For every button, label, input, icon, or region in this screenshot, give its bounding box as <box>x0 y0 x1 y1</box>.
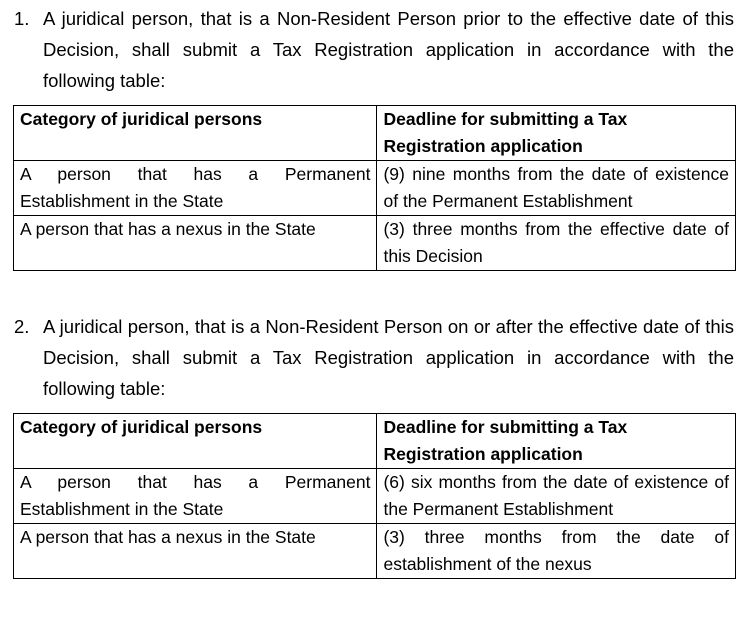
cell-category: A person that has a nexus in the State <box>14 216 377 271</box>
paragraph-number: 1. <box>14 8 30 29</box>
paragraph-2 <box>14 311 734 404</box>
cell-category: A person that has a nexus in the State <box>14 524 377 579</box>
cell-category: A person that has a Permanent Establishment in the State <box>14 469 377 524</box>
cell-deadline: (3) three months from the effective date of this Decision <box>377 216 736 271</box>
table-header-row <box>14 106 736 161</box>
registration-table-2 <box>13 413 736 579</box>
cell-category: A person that has a Permanent Establishment in the State <box>14 161 377 216</box>
header-deadline: Deadline for submitting a Tax Registration application <box>377 414 736 469</box>
header-category: Category of juridical persons <box>14 106 377 161</box>
table-row <box>14 216 736 271</box>
cell-deadline: (6) six months from the date of existence of the Permanent Establishment <box>377 469 736 524</box>
header-category: Category of juridical persons <box>14 414 377 469</box>
paragraph-text: A juridical person, that is a Non-Resident Person on or after the effective date of this Decision, shall submit a Tax Registration application in accordance with the following table: <box>43 316 734 399</box>
cell-deadline: (9) nine months from the date of existence of the Permanent Establishment <box>377 161 736 216</box>
header-deadline: Deadline for submitting a Tax Registration application <box>377 106 736 161</box>
paragraph-number: 2. <box>14 316 30 337</box>
registration-table-1 <box>13 105 736 271</box>
table-row <box>14 469 736 524</box>
cell-deadline: (3) three months from the date of establishment of the nexus <box>377 524 736 579</box>
table-header-row <box>14 414 736 469</box>
table-row <box>14 524 736 579</box>
paragraph-1 <box>14 3 734 96</box>
paragraph-text: A juridical person, that is a Non-Resident Person prior to the effective date of this Decision, shall submit a Tax Registration application in accordance with the following table: <box>43 8 734 91</box>
table-row <box>14 161 736 216</box>
